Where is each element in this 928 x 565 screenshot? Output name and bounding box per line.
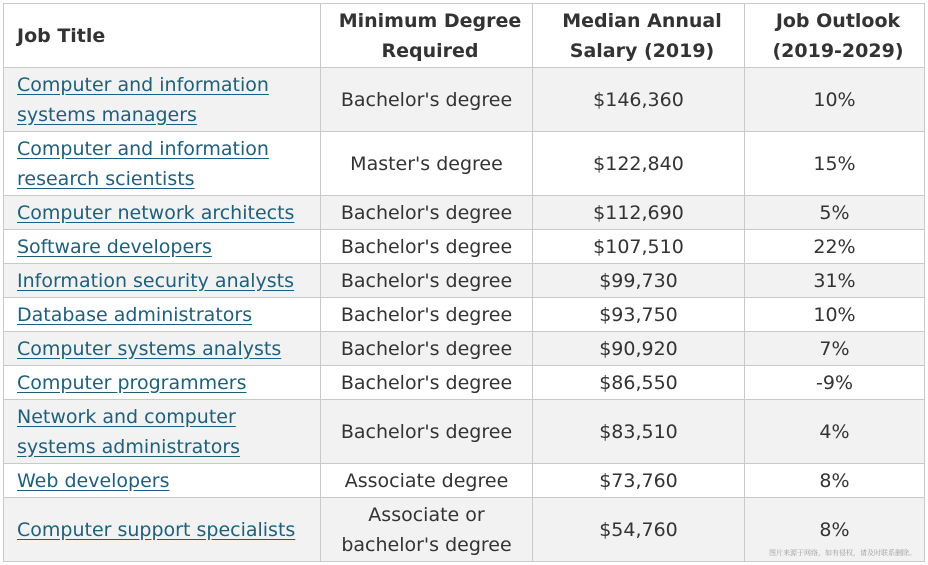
job-title-link[interactable]: Computer network architects	[17, 201, 295, 224]
outlook-cell: 7%	[745, 332, 925, 366]
job-title-cell	[4, 498, 321, 562]
job-title-link[interactable]: Computer and information research scientists	[17, 137, 269, 190]
degree-cell: Associate degree	[321, 464, 533, 498]
degree-cell: Bachelor's degree	[321, 298, 533, 332]
degree-cell: Bachelor's degree	[321, 68, 533, 132]
table-row	[4, 230, 925, 264]
job-title-cell	[4, 298, 321, 332]
job-title-cell	[4, 464, 321, 498]
outlook-cell: 8%	[745, 464, 925, 498]
header-job-title: Job Title	[4, 4, 321, 68]
salary-cell: $112,690	[533, 196, 745, 230]
job-title-link[interactable]: Computer programmers	[17, 371, 247, 394]
job-title-link[interactable]: Computer systems analysts	[17, 337, 282, 360]
job-title-cell	[4, 264, 321, 298]
header-min-degree: Minimum Degree Required	[321, 4, 533, 68]
table-row	[4, 132, 925, 196]
job-title-link[interactable]: Software developers	[17, 235, 212, 258]
salary-cell: $86,550	[533, 366, 745, 400]
salary-cell: $107,510	[533, 230, 745, 264]
job-title-link[interactable]: Database administrators	[17, 303, 253, 326]
salary-cell: $54,760	[533, 498, 745, 562]
outlook-cell: 5%	[745, 196, 925, 230]
degree-cell: Bachelor's degree	[321, 366, 533, 400]
outlook-cell: 8%	[745, 498, 925, 562]
outlook-cell: 10%	[745, 68, 925, 132]
salary-cell: $99,730	[533, 264, 745, 298]
job-title-cell	[4, 332, 321, 366]
degree-cell: Bachelor's degree	[321, 400, 533, 464]
job-title-cell	[4, 196, 321, 230]
outlook-cell: 15%	[745, 132, 925, 196]
degree-cell: Master's degree	[321, 132, 533, 196]
job-title-link[interactable]: Information security analysts	[17, 269, 295, 292]
salary-cell: $93,750	[533, 298, 745, 332]
job-title-cell	[4, 400, 321, 464]
degree-cell: Associate or bachelor's degree	[321, 498, 533, 562]
watermark-text: 图片来源于网络，如有侵权，请及时联系删除。	[769, 549, 916, 557]
salary-cell: $73,760	[533, 464, 745, 498]
header-median-salary: Median Annual Salary (2019)	[533, 4, 745, 68]
degree-cell: Bachelor's degree	[321, 332, 533, 366]
outlook-cell: -9%	[745, 366, 925, 400]
job-title-cell	[4, 230, 321, 264]
outlook-cell: 4%	[745, 400, 925, 464]
table-row	[4, 196, 925, 230]
job-title-link[interactable]: Network and computer systems administrators	[17, 405, 241, 458]
table-row	[4, 332, 925, 366]
job-title-link[interactable]: Web developers	[17, 469, 170, 492]
table-row	[4, 298, 925, 332]
job-title-cell	[4, 132, 321, 196]
table-row	[4, 366, 925, 400]
table-header-row	[4, 4, 925, 68]
degree-cell: Bachelor's degree	[321, 196, 533, 230]
table-row	[4, 68, 925, 132]
job-title-link[interactable]: Computer and information systems managers	[17, 73, 269, 126]
table-row	[4, 400, 925, 464]
job-title-link[interactable]: Computer support specialists	[17, 518, 296, 541]
salary-cell: $122,840	[533, 132, 745, 196]
table-row	[4, 264, 925, 298]
salary-cell: $146,360	[533, 68, 745, 132]
salary-cell: $83,510	[533, 400, 745, 464]
job-title-cell	[4, 366, 321, 400]
header-job-outlook: Job Outlook (2019-2029)	[745, 4, 925, 68]
job-title-cell	[4, 68, 321, 132]
outlook-cell: 22%	[745, 230, 925, 264]
outlook-cell: 10%	[745, 298, 925, 332]
outlook-cell: 31%	[745, 264, 925, 298]
degree-cell: Bachelor's degree	[321, 264, 533, 298]
degree-cell: Bachelor's degree	[321, 230, 533, 264]
table-row	[4, 464, 925, 498]
salary-cell: $90,920	[533, 332, 745, 366]
careers-table	[3, 3, 925, 562]
